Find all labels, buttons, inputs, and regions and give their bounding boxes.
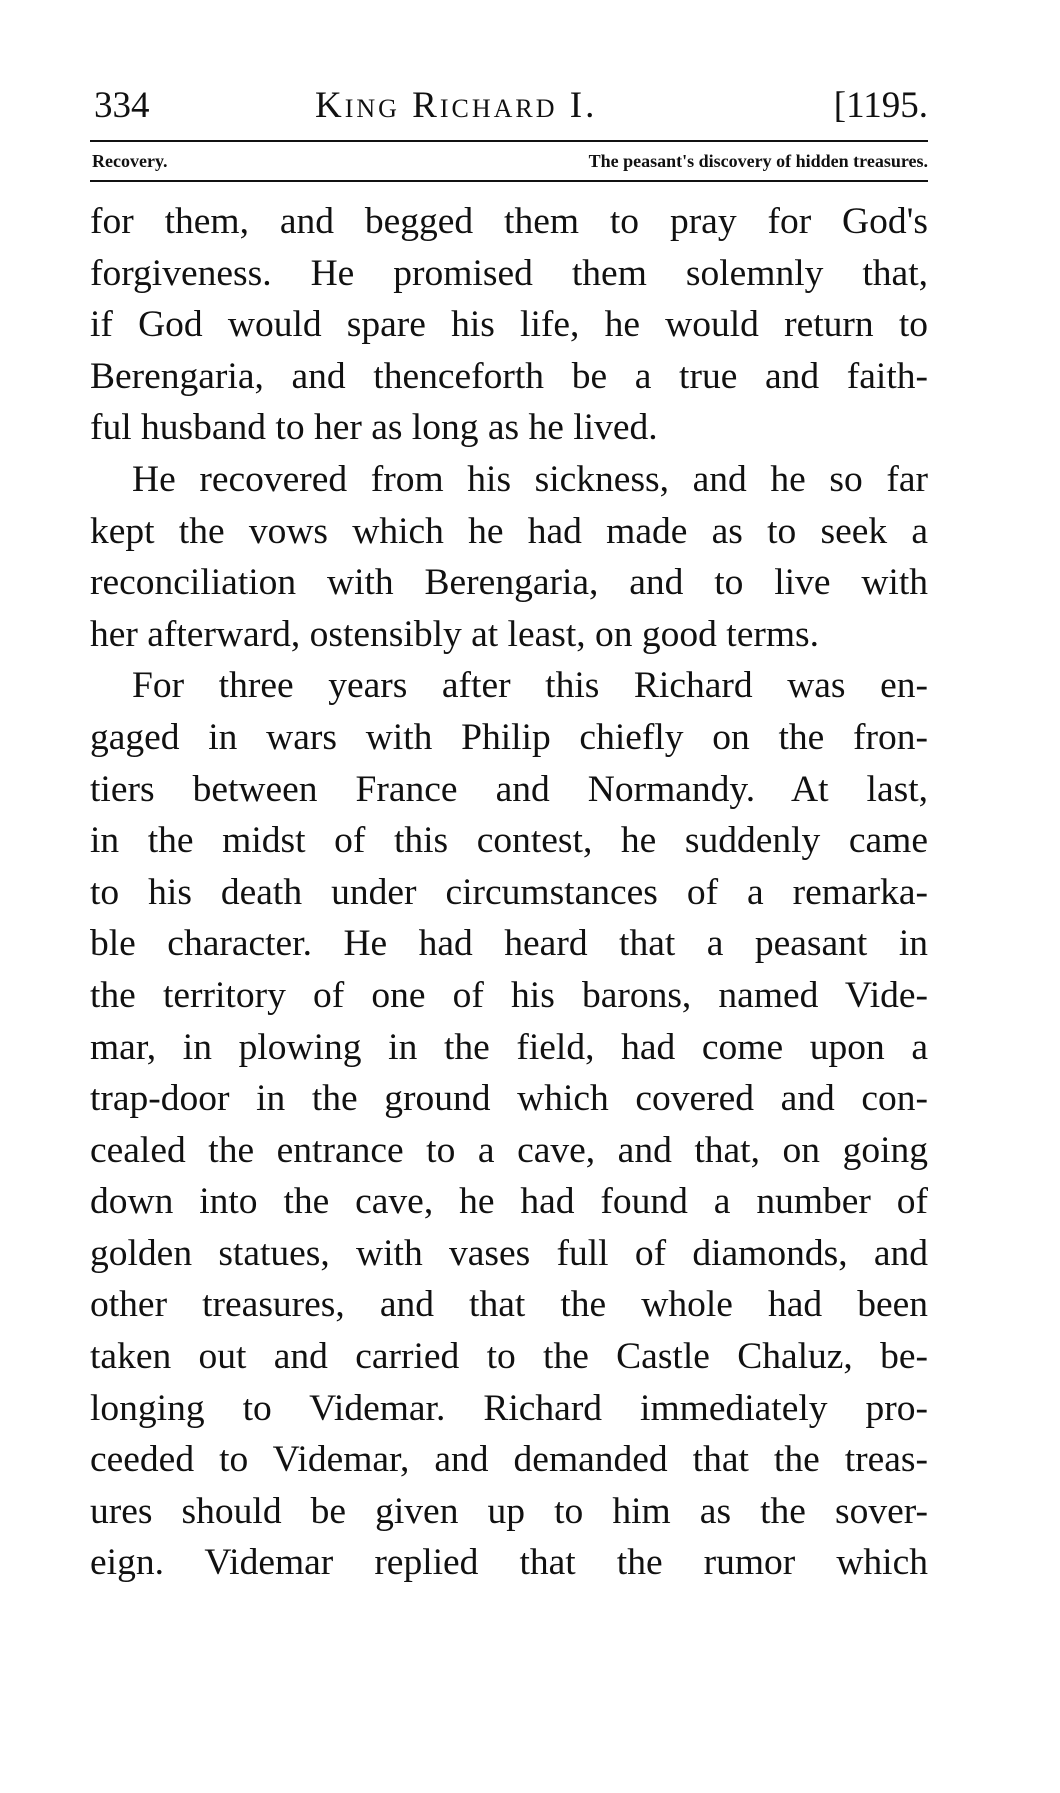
running-title: King Richard I. [315, 85, 598, 126]
text-line: forgiveness. He promised them solemnly that, [90, 252, 928, 294]
text-line: taken out and carried to the Castle Chaluz, be- [90, 1336, 928, 1378]
paragraph-start-line: He recovered from his sickness, and he so far [132, 458, 928, 500]
sidenote-rule [90, 180, 928, 182]
text-line: her afterward, ostensibly at least, on good terms. [90, 613, 819, 655]
text-line: golden statues, with vases full of diamonds, and [90, 1232, 928, 1274]
text-line: for them, and begged them to pray for God's [90, 201, 928, 242]
text-line: to his death under circumstances of a remarka- [90, 871, 928, 913]
paragraph-start-line: For three years after this Richard was en- [132, 665, 928, 707]
text-line: the territory of one of his barons, named Vide- [90, 974, 928, 1016]
text-line: ble character. He had heard that a peasant in [90, 923, 928, 965]
text-line: ful husband to her as long as he lived. [90, 407, 658, 449]
text-line: if God would spare his life, he would return to [90, 304, 928, 346]
text-line: tiers between France and Normandy. At last, [90, 768, 928, 810]
page-number: 334 [94, 85, 150, 126]
running-head [90, 80, 928, 132]
text-line: ceeded to Videmar, and demanded that the treas- [90, 1439, 928, 1481]
text-line: reconciliation with Berengaria, and to live with [90, 562, 928, 604]
sidenote-bar [90, 142, 928, 180]
sidenote-left: Recovery. [92, 151, 168, 171]
text-line: trap-door in the ground which covered and con- [90, 1078, 928, 1120]
body-text [90, 196, 928, 1589]
text-line: eign. Videmar replied that the rumor which [90, 1542, 928, 1584]
text-line: gaged in wars with Philip chiefly on the fron- [90, 716, 928, 758]
running-year: [1195. [833, 85, 928, 126]
text-line: kept the vows which he had made as to seek a [90, 510, 928, 552]
text-line: ures should be given up to him as the sover- [90, 1490, 928, 1532]
text-line: in the midst of this contest, he suddenly came [90, 820, 928, 862]
text-line: Berengaria, and thenceforth be a true and faith- [90, 355, 928, 397]
text-line: cealed the entrance to a cave, and that, on going [90, 1129, 928, 1171]
book-page [90, 80, 928, 1589]
text-line: mar, in plowing in the field, had come upon a [90, 1026, 928, 1068]
sidenote-right: The peasant's discovery of hidden treasures. [588, 151, 928, 171]
text-line: other treasures, and that the whole had been [90, 1284, 928, 1326]
text-line: longing to Videmar. Richard immediately pro- [90, 1387, 928, 1429]
text-line: down into the cave, he had found a number of [90, 1181, 928, 1223]
